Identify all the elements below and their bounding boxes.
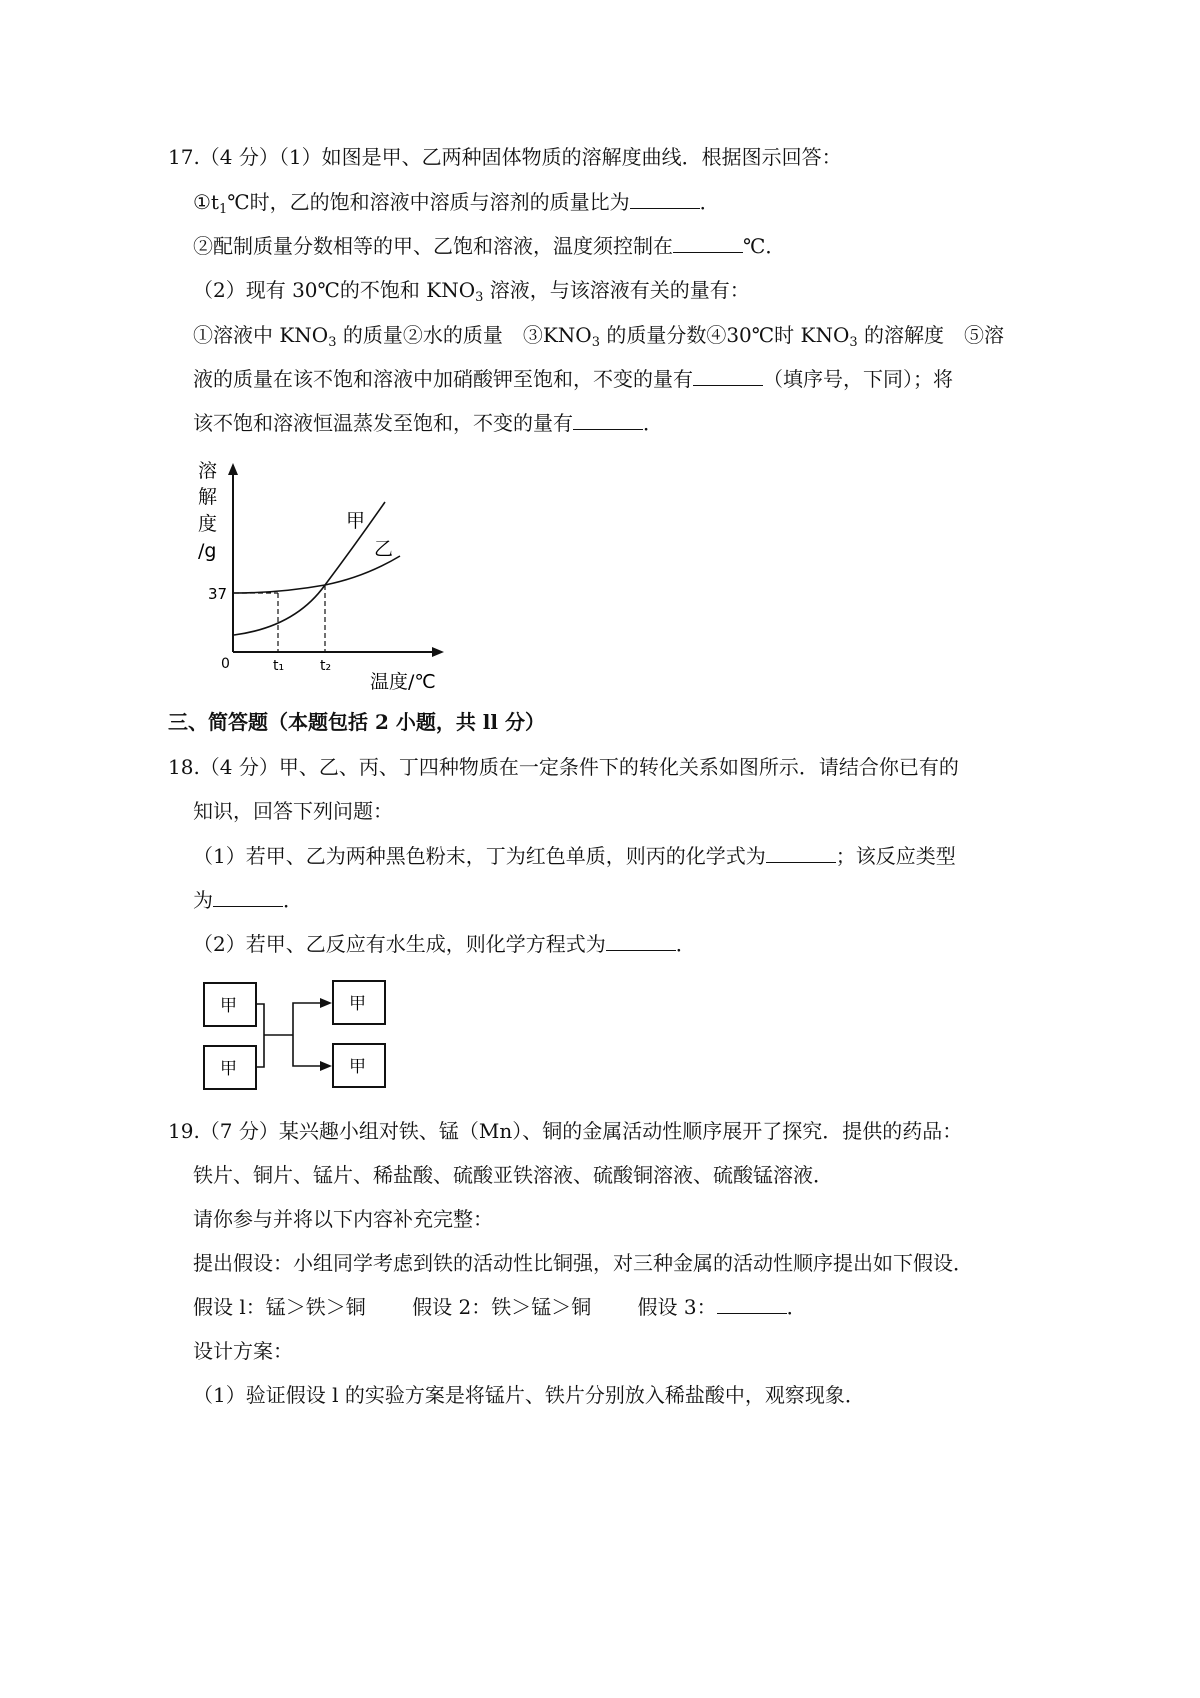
q18-stem1: 18.（4 分）甲、乙、丙、丁四种物质在一定条件下的转化关系如图所示．请结合你已有的 (168, 755, 959, 779)
q17-part2: （2）现有 30℃的不饱和 $KNO_3$ 溶液，与该溶液有关的量有： (193, 278, 750, 305)
arrow-head-2 (320, 1061, 332, 1071)
curve-yi-label: 乙 (374, 538, 394, 560)
answer-blank[interactable] (573, 411, 643, 430)
q19-line3: 请你参与并将以下内容补充完整： (193, 1207, 493, 1231)
q18-part2: （2）若甲、乙反应有水生成，则化学方程式为 ． (193, 932, 696, 956)
q18-stem2: 知识，回答下列问题： (193, 799, 393, 823)
q19-stem1: 19.（7 分）某兴趣小组对铁、锰（Mn）、铜的金属活动性顺序展开了探究．提供的药品： (168, 1119, 963, 1143)
connector-out (293, 1003, 321, 1066)
origin-label: 0 (221, 656, 230, 672)
box-reactant-2-label: 甲 (220, 1059, 237, 1079)
x-axis-arrow (432, 647, 444, 657)
q18-part1: （1）若甲、乙为两种黑色粉末，丁为红色单质，则丙的化学式为 ；该反应类型 (193, 844, 956, 868)
y-axis-label-1: 溶 (198, 460, 218, 482)
q19-line7: （1）验证假设 l 的实验方案是将锰片、铁片分别放入稀盐酸中，观察现象． (193, 1383, 865, 1407)
q17-list: ①溶液中 $KNO_3$ 的质量②水的质量 $③KNO_3$ 的质量分数④30℃时 $KNO_3$ 的溶解度 ⑤溶 (193, 323, 1004, 350)
box-product-1-label: 甲 (349, 994, 366, 1014)
box-reactant-1-label: 甲 (220, 996, 237, 1016)
q19-line4: 提出假设：小组同学考虑到铁的活动性比铜强，对三种金属的活动性顺序提出如下假设． (193, 1251, 973, 1275)
solubility-curve-figure (190, 455, 460, 695)
answer-blank[interactable] (606, 932, 676, 951)
box-product-2-label: 甲 (349, 1057, 366, 1077)
y-axis-label-2: 解 (198, 486, 218, 508)
q17-item2: ②配制质量分数相等的甲、乙饱和溶液，温度须控制在 ℃． (193, 234, 786, 258)
reaction-diagram (195, 975, 395, 1095)
curve-yi (234, 556, 400, 593)
q19-line6: 设计方案： (193, 1339, 293, 1363)
t2-label: t₂ (320, 658, 332, 674)
y-axis-label-3: 度 (198, 513, 218, 535)
t1-label: t₁ (273, 658, 285, 674)
q17-list3: 该不饱和溶液恒温蒸发至饱和，不变的量有 ． (193, 411, 663, 435)
q17-item1: $①t_1℃$时，乙的饱和溶液中溶质与溶剂的质量比为 ． (193, 190, 720, 217)
answer-blank[interactable] (766, 844, 836, 863)
q19-stem2: 铁片、铜片、锰片、稀盐酸、硫酸亚铁溶液、硫酸铜溶液、硫酸锰溶液． (193, 1163, 833, 1187)
y-axis-arrow (228, 463, 238, 475)
answer-blank[interactable] (213, 888, 283, 907)
section-3-heading: 三、简答题（本题包括 2 小题，共 ll 分） (168, 710, 545, 734)
arrow-head-1 (320, 998, 332, 1008)
x-axis-label: 温度/℃ (370, 671, 436, 693)
q17-list2: 液的质量在该不饱和溶液中加硝酸钾至饱和，不变的量有 （填序号，下同）；将 (193, 367, 953, 391)
q18-part1-cont: 为 ． (193, 888, 303, 912)
y-axis-label-4: /g (198, 540, 217, 562)
q19-line5: 假设 l：锰＞铁＞铜 假设 2：铁＞锰＞铜 假设 3： ． (193, 1295, 807, 1319)
answer-blank[interactable] (717, 1295, 787, 1314)
tick-37-label: 37 (208, 585, 228, 603)
q17-stem: 17.（4 分）（1）如图是甲、乙两种固体物质的溶解度曲线．根据图示回答： (168, 145, 842, 169)
answer-blank[interactable] (630, 190, 700, 209)
answer-blank[interactable] (673, 234, 743, 253)
curve-jia-label: 甲 (346, 510, 366, 532)
connector-in (256, 1004, 264, 1067)
answer-blank[interactable] (693, 367, 763, 386)
